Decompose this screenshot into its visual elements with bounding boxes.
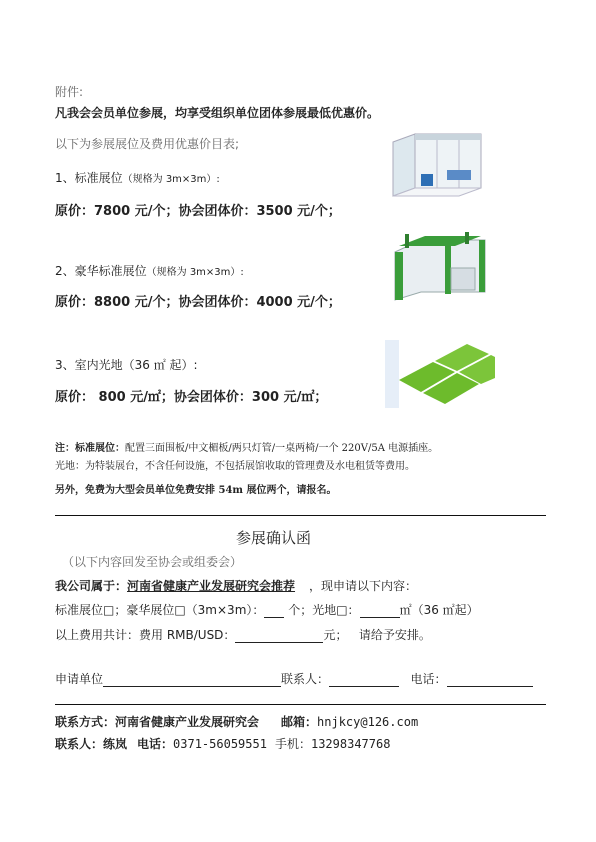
standard-booth-image [385,130,495,200]
list-title: 以下为参展展位及费用优惠价目表; [55,137,240,151]
footer-contact-line: 联系方式：河南省健康产业发展研究会 邮箱：hnjkcy@126.com [55,715,419,729]
divider-bottom [55,704,546,705]
attachment-label: 附件: [55,85,84,99]
floor-area-field[interactable] [360,604,400,618]
intro-text: 凡我会会员单位参展，均享受组织单位团体参展最低优惠价。 [55,106,380,120]
form-subtitle: （以下内容回发至协会或组委会） [62,555,243,569]
luxury-count-field[interactable] [264,604,284,618]
contact-field[interactable] [329,673,399,687]
floor-space-image [385,340,495,408]
booth-selection-line: 标准展位□；豪华展位□（3m×3m）： 个；光地□： ㎡（36 ㎡起） [55,603,479,617]
booth-luxury-price: 原价：8800 元/个；协会团体价：4000 元/个； [55,295,341,310]
total-amount-field[interactable] [235,629,323,643]
booth-floor-price: 原价： 800 元/㎡；协会团体价：300 元/㎡； [55,390,328,405]
luxury-booth-image [385,232,495,304]
applicant-field[interactable] [103,673,281,687]
footer-person-line: 联系人：练岚 电话：0371-56059551 手机：13298347768 [55,737,391,751]
note-free-booth: 另外，免费为大型会员单位免费安排 54m 展位两个，请报名。 [55,485,337,496]
note-standard: 注：标准展位：配置三面围板/中文楣板/两只灯管/一桌两椅/一个 220V/5A 电源插座。 [55,443,439,454]
total-line: 以上费用共计：费用 RMB/USD： 元； 请给予安排。 [55,628,431,642]
booth-luxury-title: 2、豪华标准展位（规格为 3m×3m）: [55,264,244,278]
note-floor: 光地：为特装展台，不含任何设施，不包括展馆收取的管理费及水电租赁等费用。 [55,461,415,472]
form-title: 参展确认函 [236,529,312,547]
booth-standard-price: 原价：7800 元/个；协会团体价：3500 元/个； [55,204,341,219]
booth-floor-title: 3、室内光地（36 ㎡ 起）: [55,358,198,372]
company-line: 我公司属于：河南省健康产业发展研究会推荐 ，现申请以下内容： [55,579,418,593]
booth-standard-title: 1、标准展位（规格为 3m×3m）: [55,171,220,185]
applicant-line: 申请单位 联系人： 电话： [55,670,533,687]
company-name[interactable]: 河南省健康产业发展研究会推荐 [127,579,296,593]
phone-field[interactable] [447,673,533,687]
divider-top [55,515,546,516]
email-link[interactable]: hnjkcy@126.com [317,715,419,729]
